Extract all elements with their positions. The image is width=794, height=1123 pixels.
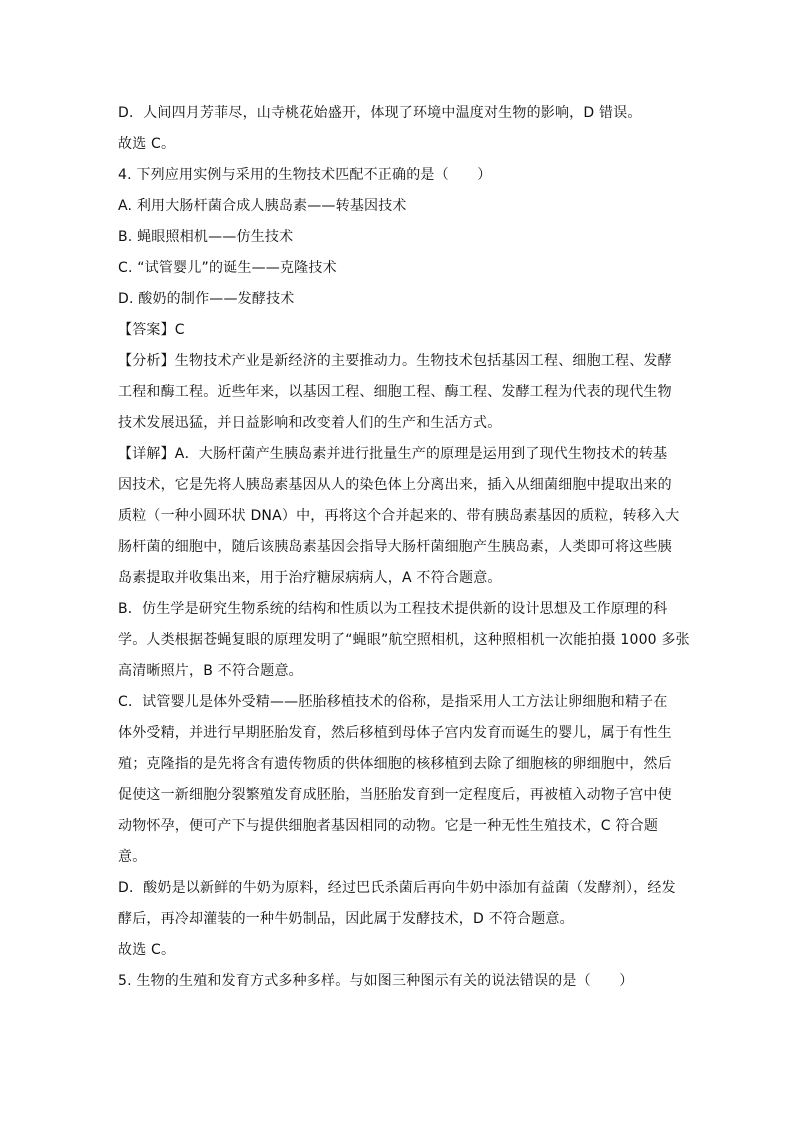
- analysis-line: 【分析】生物技术产业是新经济的主要推动力。生物技术包括基因工程、细胞工程、发酵: [118, 353, 672, 369]
- option-c: C. “试管婴儿”的诞生——克隆技术: [118, 260, 337, 276]
- detail-line: 【详解】A．大肠杆菌产生胰岛素并进行批量生产的原理是运用到了现代生物技术的转基: [118, 446, 668, 462]
- text-line: D．人间四月芳菲尽，山寺桃花始盛开，体现了环境中温度对生物的影响，D 错误。: [118, 105, 642, 121]
- text-line: 高清晰照片，B 不符合题意。: [118, 663, 303, 679]
- option-a: A. 利用大肠杆菌合成人胰岛素——转基因技术: [118, 198, 407, 214]
- text-line: 体外受精，并进行早期胚胎发育，然后移植到母体子宫内发育而诞生的婴儿，属于有性生: [118, 725, 672, 741]
- question-4-stem: 4. 下列应用实例与采用的生物技术匹配不正确的是（ ）: [118, 167, 492, 183]
- text-line: C．试管婴儿是体外受精——胚胎移植技术的俗称，是指采用人工方法让卵细胞和精子在: [118, 694, 668, 710]
- text-line: 意。: [118, 849, 147, 865]
- text-line: 学。人类根据苍蝇复眼的原理发明了“蝇眼”航空照相机，这种照相机一次能拍摄 1000 多张: [118, 632, 690, 648]
- text-line: 故选 C。: [118, 136, 176, 152]
- answer-line: 【答案】C: [118, 322, 185, 338]
- text-line: 故选 C。: [118, 942, 176, 958]
- text-line: 工程和酶工程。近些年来，以基因工程、细胞工程、酶工程、发酵工程为代表的现代生物: [118, 384, 672, 400]
- text-line: 殖；克隆指的是先将含有遗传物质的供体细胞的核移植到去除了细胞核的卵细胞中，然后: [118, 756, 672, 772]
- text-line: 肠杆菌的细胞中，随后该胰岛素基因会指导大肠杆菌细胞产生胰岛素，人类即可将这些胰: [118, 539, 672, 555]
- text-line: 因技术，它是先将人胰岛素基因从人的染色体上分离出来，插入从细菌细胞中提取出来的: [118, 477, 672, 493]
- question-5-stem: 5. 生物的生殖和发育方式多种多样。与如图三种图示有关的说法错误的是（ ）: [118, 973, 634, 989]
- text-line: 动物怀孕，便可产下与提供细胞者基因相同的动物。它是一种无性生殖技术，C 符合题: [118, 818, 659, 834]
- text-line: 酵后，再冷却灌装的一种牛奶制品，因此属于发酵技术，D 不符合题意。: [118, 911, 574, 927]
- text-line: 质粒（一种小圆环状 DNA）中，再将这个合并起来的、带有胰岛素基因的质粒，转移入大: [118, 508, 680, 524]
- text-line: 技术发展迅猛，并日益影响和改变着人们的生产和生活方式。: [118, 415, 502, 431]
- option-b: B. 蝇眼照相机——仿生技术: [118, 229, 294, 245]
- text-line: 岛素提取并收集出来，用于治疗糖尿病病人，A 不符合题意。: [118, 570, 502, 586]
- text-line: B．仿生学是研究生物系统的结构和性质以为工程技术提供新的设计思想及工作原理的科: [118, 601, 668, 617]
- text-line: 促使这一新细胞分裂繁殖发育成胚胎，当胚胎发育到一定程度后，再被植入动物子宫中使: [118, 787, 672, 803]
- option-d: D. 酸奶的制作——发酵技术: [118, 291, 295, 307]
- text-line: D．酸奶是以新鲜的牛奶为原料，经过巴氏杀菌后再向牛奶中添加有益菌（发酵剂），经发: [118, 880, 676, 896]
